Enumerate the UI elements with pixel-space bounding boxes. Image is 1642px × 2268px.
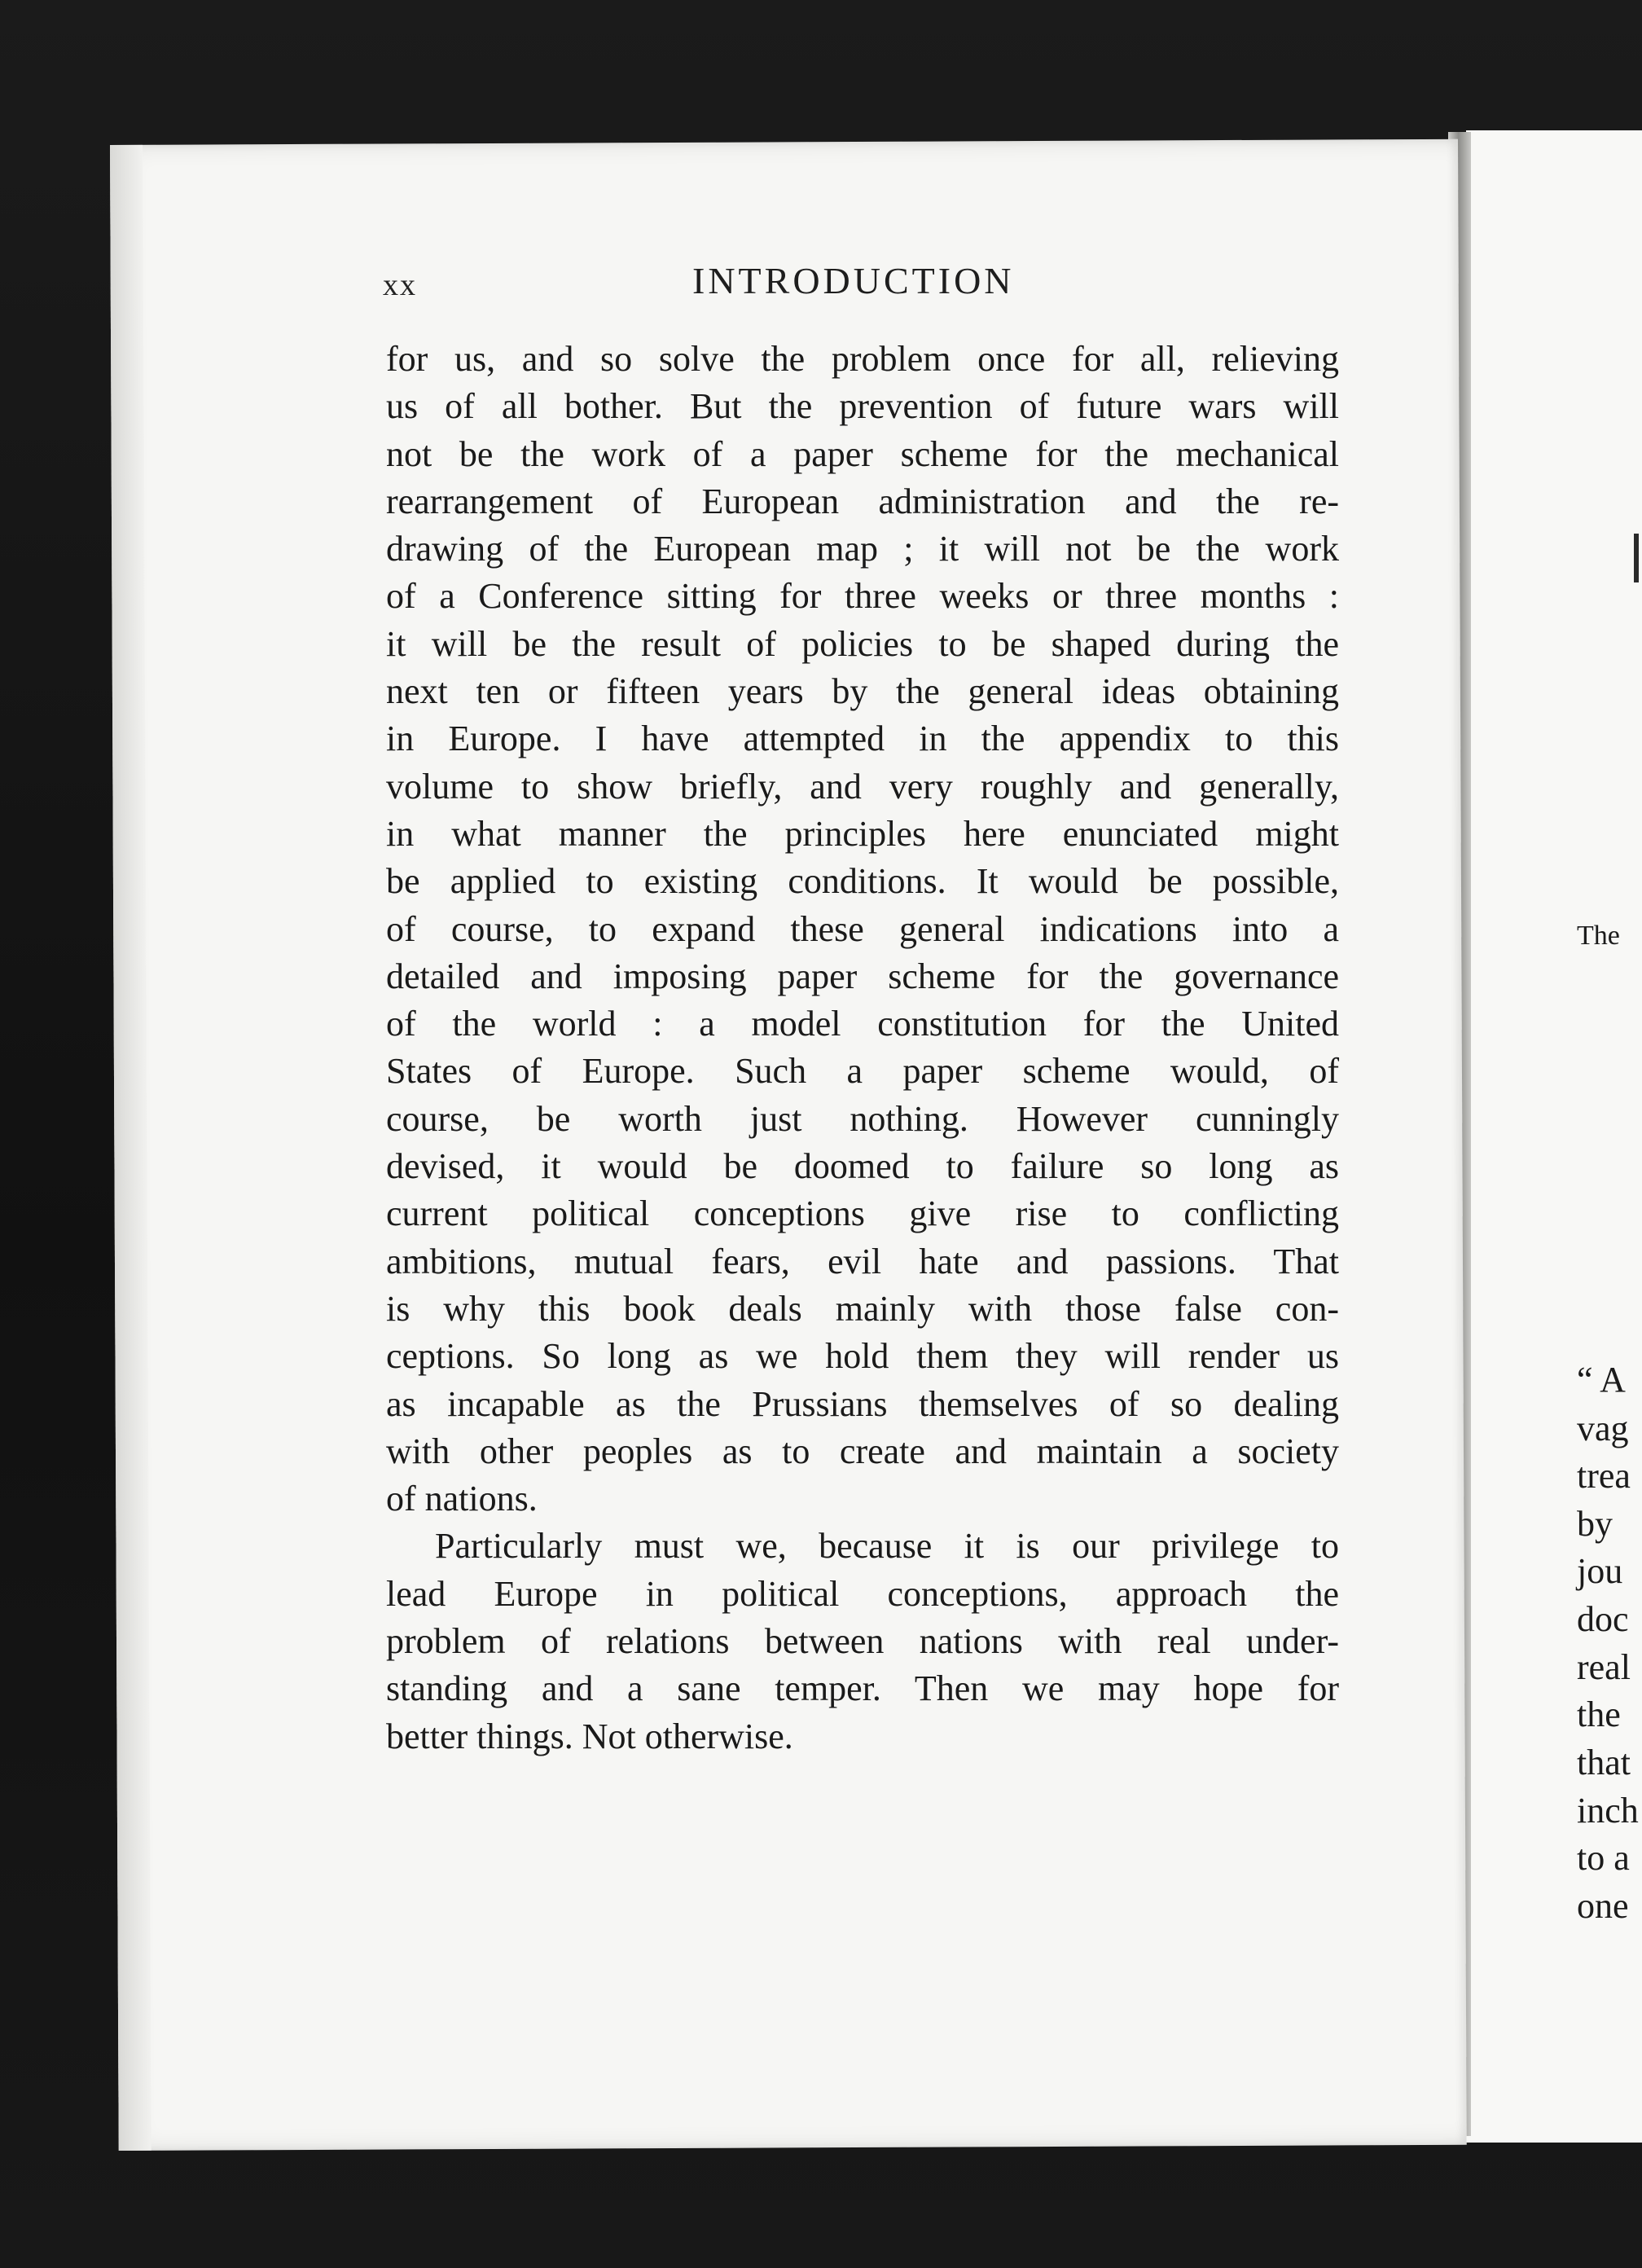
text-line: ambitions, mutual fears, evil hate and passions. That — [386, 1241, 1339, 1281]
facing-page-fragment: one — [1577, 1886, 1629, 1926]
text-line: detailed and imposing paper scheme for the governance — [386, 956, 1339, 996]
facing-page-fragment: “ A — [1577, 1360, 1626, 1400]
text-line: it will be the result of policies to be shaped during the — [386, 623, 1339, 664]
text-line: is why this book deals mainly with those false con- — [386, 1288, 1339, 1329]
facing-page-fragment: vag — [1577, 1409, 1629, 1448]
text-line: not be the work of a paper scheme for the mechanical — [386, 433, 1339, 474]
text-line: as incapable as the Prussians themselves of so dealing — [386, 1383, 1339, 1424]
text-line: better things. Not otherwise. — [386, 1716, 793, 1756]
body-text — [386, 336, 1339, 1760]
text-line: drawing of the European map ; it will not be the work — [386, 529, 1339, 569]
text-line: for us, and so solve the problem once for all, relieving — [386, 339, 1339, 379]
text-line: in what manner the principles here enunciated might — [386, 813, 1339, 854]
text-line: current political conceptions give rise to conflicting — [386, 1193, 1339, 1234]
facing-page-fragment: by — [1577, 1504, 1613, 1544]
page-number: xx — [383, 268, 417, 302]
facing-page-heading-fragment — [1634, 534, 1639, 582]
facing-page-fragment: the — [1577, 1694, 1621, 1734]
text-line: problem of relations between nations with real under- — [386, 1621, 1339, 1662]
text-line: volume to show briefly, and very roughly and generally, — [386, 766, 1339, 807]
running-title: INTRODUCTION — [692, 260, 1015, 301]
paragraph-2 — [386, 1523, 1339, 1760]
facing-page-fragment: real — [1577, 1647, 1631, 1687]
text-line: rearrangement of European administration and the re- — [386, 481, 1339, 521]
facing-page-fragment: inch — [1577, 1791, 1639, 1831]
facing-page-fragment: trea — [1577, 1456, 1631, 1496]
text-line: standing and a sane temper. Then we may hope for — [386, 1668, 1339, 1709]
text-line: Particularly must we, because it is our privilege to — [435, 1526, 1339, 1567]
paragraph-1 — [386, 336, 1339, 1523]
facing-page-fragment: The — [1577, 921, 1620, 951]
text-line: devised, it would be doomed to failure so long as — [386, 1146, 1339, 1187]
text-line: lead Europe in political conceptions, approach the — [386, 1573, 1339, 1614]
text-line: next ten or fifteen years by the general ideas obtaining — [386, 671, 1339, 712]
text-line: us of all bother. But the prevention of future wars will — [386, 386, 1339, 427]
facing-page-fragment: jou — [1577, 1551, 1623, 1591]
facing-page-fragment: doc — [1577, 1599, 1629, 1639]
text-line: of course, to expand these general indications into a — [386, 908, 1339, 949]
text-line: of the world : a model constitution for the United — [386, 1004, 1339, 1044]
text-line: of nations. — [386, 1479, 538, 1519]
text-line: in Europe. I have attempted in the appendix to this — [386, 719, 1339, 759]
text-line: States of Europe. Such a paper scheme would, of — [386, 1051, 1339, 1092]
facing-page-fragment: that — [1577, 1743, 1631, 1782]
running-head — [383, 259, 1336, 308]
text-line: course, be worth just nothing. However cunningly — [386, 1098, 1339, 1139]
text-line: with other peoples as to create and maintain a society — [386, 1431, 1339, 1471]
text-line: ceptions. So long as we hold them they will render us — [386, 1336, 1339, 1377]
text-line: be applied to existing conditions. It would be possible, — [386, 861, 1339, 902]
facing-page-fragment: to a — [1577, 1838, 1630, 1878]
text-line: of a Conference sitting for three weeks or three months : — [386, 576, 1339, 617]
